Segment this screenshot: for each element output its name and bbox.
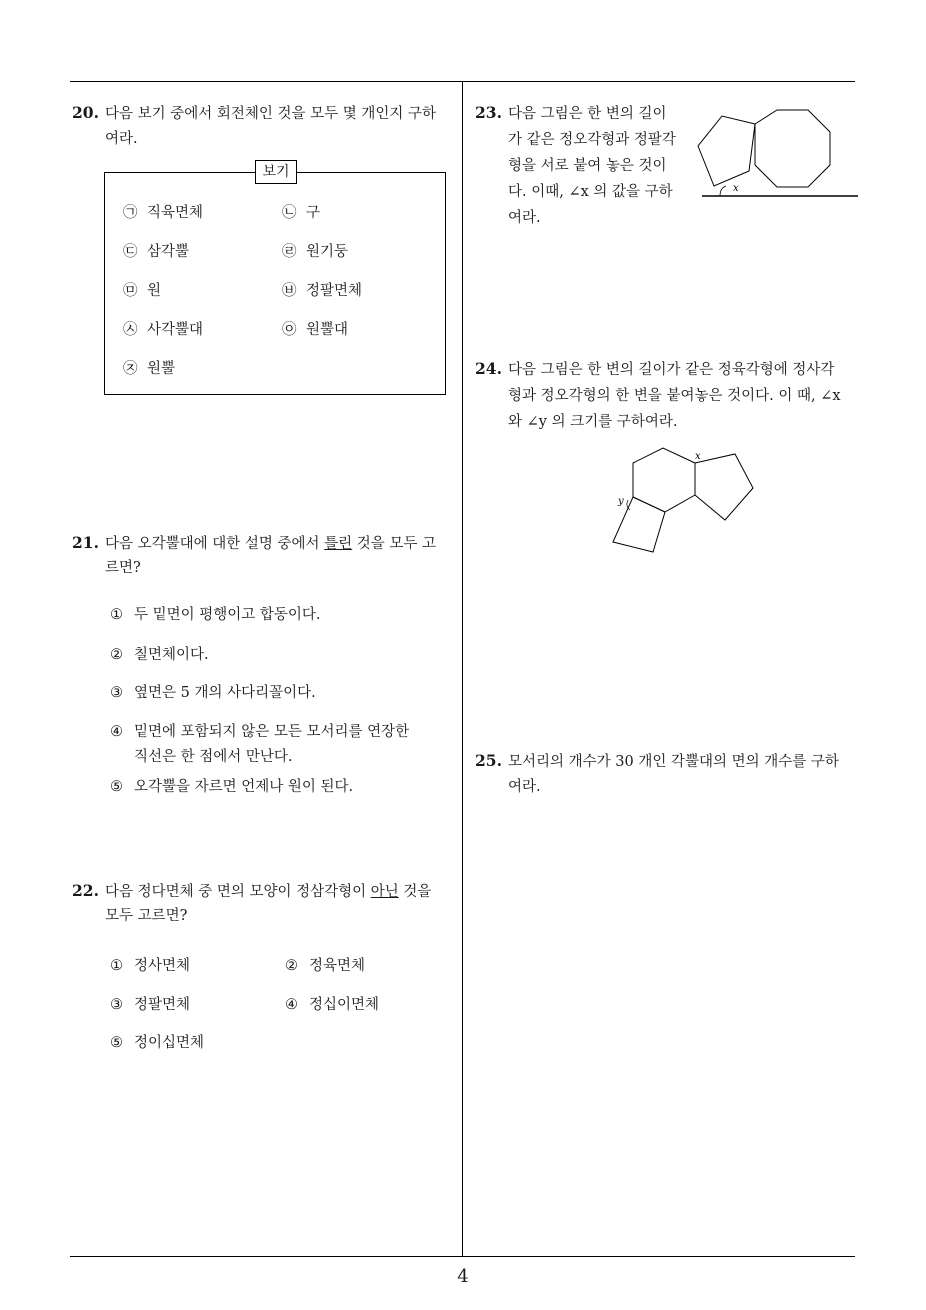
question-number: 24. <box>475 359 502 378</box>
question-24-line: 형과 정오각형의 한 변을 붙여놓은 것이다. 이 때, ∠x <box>508 388 841 404</box>
option-5[interactable]: ⑤ 정이십면체 <box>110 1035 205 1051</box>
option-4-continued: 직선은 한 점에서 만난다. <box>134 749 293 765</box>
angle-y-label: y <box>618 496 624 507</box>
pentagon-octagon-figure <box>695 100 860 205</box>
option-2[interactable]: ② 정육면체 <box>285 958 366 974</box>
hexagon-square-pentagon-figure <box>605 440 765 560</box>
option-2[interactable]: ② 칠면체이다. <box>110 647 209 663</box>
question-23-line: 형을 서로 붙여 놓은 것이 <box>508 158 667 174</box>
question-22-line2: 모두 고르면? <box>105 908 188 924</box>
question-23-line: 가 같은 정오각형과 정팔각 <box>508 132 676 148</box>
question-22-line1: 22. 다음 정다면체 중 면의 모양이 정삼각형이 아닌 것을 <box>72 881 432 900</box>
question-number: 21. <box>72 533 99 552</box>
question-23-line1: 23. 다음 그림은 한 변의 길이 <box>475 103 667 122</box>
question-20-line1: 20. 다음 보기 중에서 회전체인 것을 모두 몇 개인지 구하 <box>72 103 437 122</box>
option-3[interactable]: ③ 옆면은 5 개의 사다리꼴이다. <box>110 685 316 701</box>
option-1[interactable]: ① 정사면체 <box>110 958 191 974</box>
option-4[interactable]: ④ 정십이면체 <box>285 997 380 1013</box>
question-24-line1: 24. 다음 그림은 한 변의 길이가 같은 정육각형에 정사각 <box>475 359 835 378</box>
question-23-line: 다. 이때, ∠x 의 값을 구하 <box>508 184 673 200</box>
bogi-item: ㉦ 사각뿔대 <box>123 322 204 338</box>
bogi-item: ㉡ 구 <box>282 205 321 221</box>
question-number: 25. <box>475 751 502 770</box>
question-25-line1: 25. 모서리의 개수가 30 개인 각뿔대의 면의 개수를 구하 <box>475 751 839 770</box>
bogi-item: ㉢ 삼각뿔 <box>123 244 190 260</box>
question-number: 23. <box>475 103 502 122</box>
option-4[interactable]: ④ 밑면에 포함되지 않은 모든 모서리를 연장한 <box>110 724 410 740</box>
question-number: 20. <box>72 103 99 122</box>
question-21-line2: 르면? <box>105 560 141 576</box>
angle-x-label: x <box>695 451 701 462</box>
bogi-item: ㉠ 직육면체 <box>123 205 204 221</box>
bogi-item: ㉤ 원 <box>123 283 162 299</box>
bogi-title: 보기 <box>255 160 297 184</box>
question-number: 22. <box>72 881 99 900</box>
angle-x-label: x <box>733 183 739 194</box>
question-21-line1: 21. 다음 오각뿔대에 대한 설명 중에서 틀린 것을 모두 고 <box>72 533 437 552</box>
option-1[interactable]: ① 두 밑면이 평행이고 합동이다. <box>110 607 321 623</box>
option-5[interactable]: ⑤ 오각뿔을 자르면 언제나 원이 된다. <box>110 779 354 795</box>
column-divider <box>462 82 463 1257</box>
bogi-item: ㉧ 원뿔대 <box>282 322 349 338</box>
bogi-item: ㉥ 정팔면체 <box>282 283 363 299</box>
bogi-item: ㉨ 원뿔 <box>123 361 176 377</box>
question-23-line: 여라. <box>508 210 541 226</box>
option-3[interactable]: ③ 정팔면체 <box>110 997 191 1013</box>
question-20-line2: 여라. <box>105 131 138 147</box>
bottom-rule <box>70 1256 855 1257</box>
underlined-keyword: 틀린 <box>324 536 353 552</box>
page-number: 4 <box>457 1266 469 1287</box>
underlined-keyword: 아닌 <box>370 884 399 900</box>
question-24-line: 와 ∠y 의 크기를 구하여라. <box>508 414 678 430</box>
question-25-line2: 여라. <box>508 779 541 795</box>
bogi-item: ㉣ 원기둥 <box>282 244 349 260</box>
